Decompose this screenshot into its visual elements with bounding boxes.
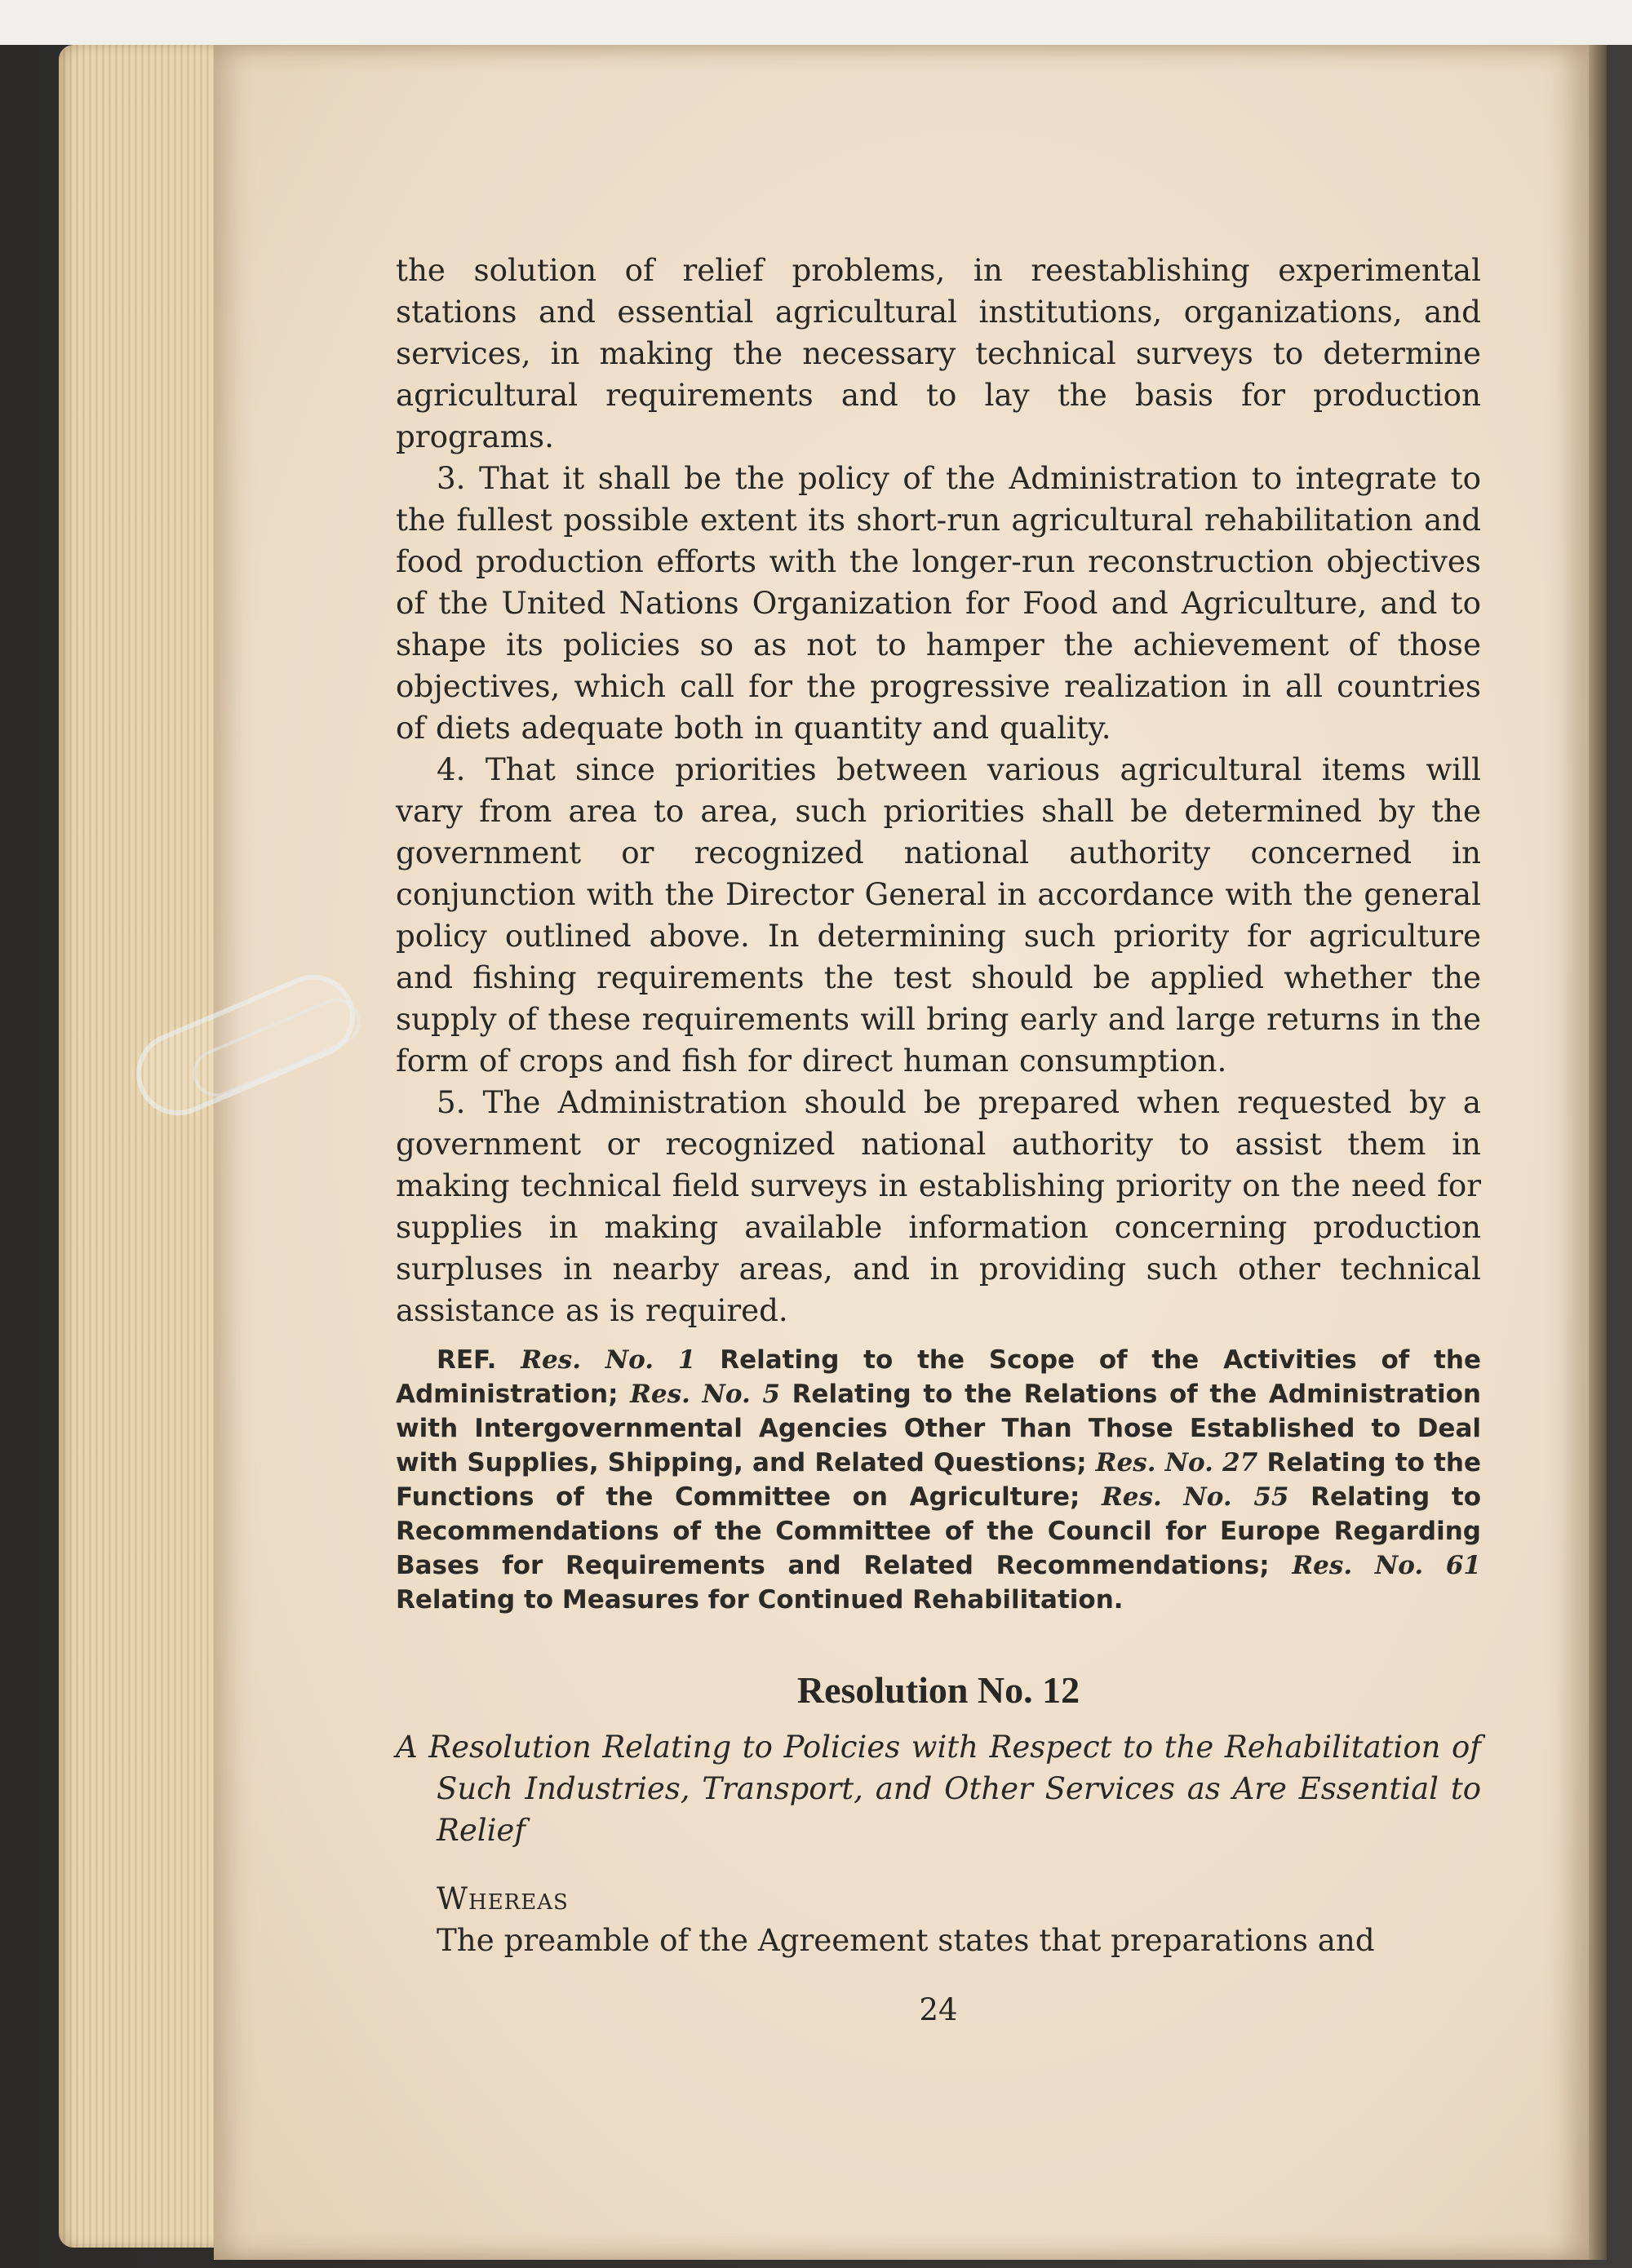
whereas-label: Whereas [437, 1881, 569, 1916]
paragraph-continuation: the solution of relief problems, in reestablishing experimental stations and essential agricultural institutions, organizations, and services, in making the necessary technical surveys to determine agricultural requirements and to lay the basis for production programs. [396, 252, 1481, 454]
preamble-text: The preamble of the Agreement states that preparations and [437, 1922, 1375, 1958]
ref-text-3: Relating to the Functions of the Committee on Agriculture; [396, 1448, 1482, 1512]
resolution-heading: Resolution No. 12 [796, 1669, 1080, 1711]
paragraph-item-3: 3. That it shall be the policy of the Administration to integrate to the fullest possible extent its short-run agricultural rehabilitation and food production efforts with the longer-run reconstruction objectives of the United Nations Organization for Food and Agriculture, and to shape its policies so as not to hamper the achievement of those objectives, which call for the progressive realization in all countries of diets adequate both in quantity and quality. [396, 460, 1481, 746]
page-gutter-shadow [1589, 45, 1607, 2260]
ref-label-4: Res. No. 55 [1102, 1482, 1289, 1512]
page-text-block [396, 250, 1481, 2027]
page-number: 24 [919, 1992, 958, 2027]
resolution-subtitle: A Resolution Relating to Policies with Respect to the Rehabilitation of Such Industries, Transport, and Other Services as Are Essential to Relief [396, 1730, 1481, 1848]
ref-text-1: Relating to the Scope of the Activities of the Administration; [396, 1345, 1482, 1409]
scan-backdrop [0, 0, 1632, 45]
reference-lead: REF. [437, 1345, 497, 1375]
ref-text-2: Relating to the Relations of the Administration with Intergovernmental Agencies Other Than Those Established to Deal with Supplies, Shipping, and Related Questions; [396, 1380, 1481, 1477]
stacked-page-edges [59, 45, 222, 2248]
ref-text-4: Relating to Recommendations of the Committee of the Council for Europe Regarding Bases for Requirements and Related Recommendations; [396, 1482, 1482, 1580]
paragraph-item-4: 4. That since priorities between various agricultural items will vary from area to area, such priorities shall be determined by the government or recognized national authority concerned in conjunction with the Director General in accordance with the general policy outlined above. In determining such priority for agriculture and fishing requirements the test should be applied whether the supply of these requirements will bring early and large returns in the form of crops and fish for direct human consumption. [396, 751, 1481, 1079]
ref-label-1: Res. No. 1 [521, 1345, 696, 1375]
ref-label-5: Res. No. 61 [1292, 1551, 1481, 1580]
paragraph-item-5: 5. The Administration should be prepared when requested by a government or recognized national authority to assist them in making technical field surveys in establishing priority on the need for supplies in making available information concerning production surpluses in nearby areas, and in providing such other technical assistance as is required. [396, 1084, 1481, 1328]
ref-text-5: Relating to Measures for Continued Rehabilitation. [396, 1585, 1124, 1615]
reference-note [396, 1343, 1481, 1617]
ref-label-3: Res. No. 27 [1095, 1448, 1258, 1477]
ref-label-2: Res. No. 5 [630, 1380, 780, 1409]
